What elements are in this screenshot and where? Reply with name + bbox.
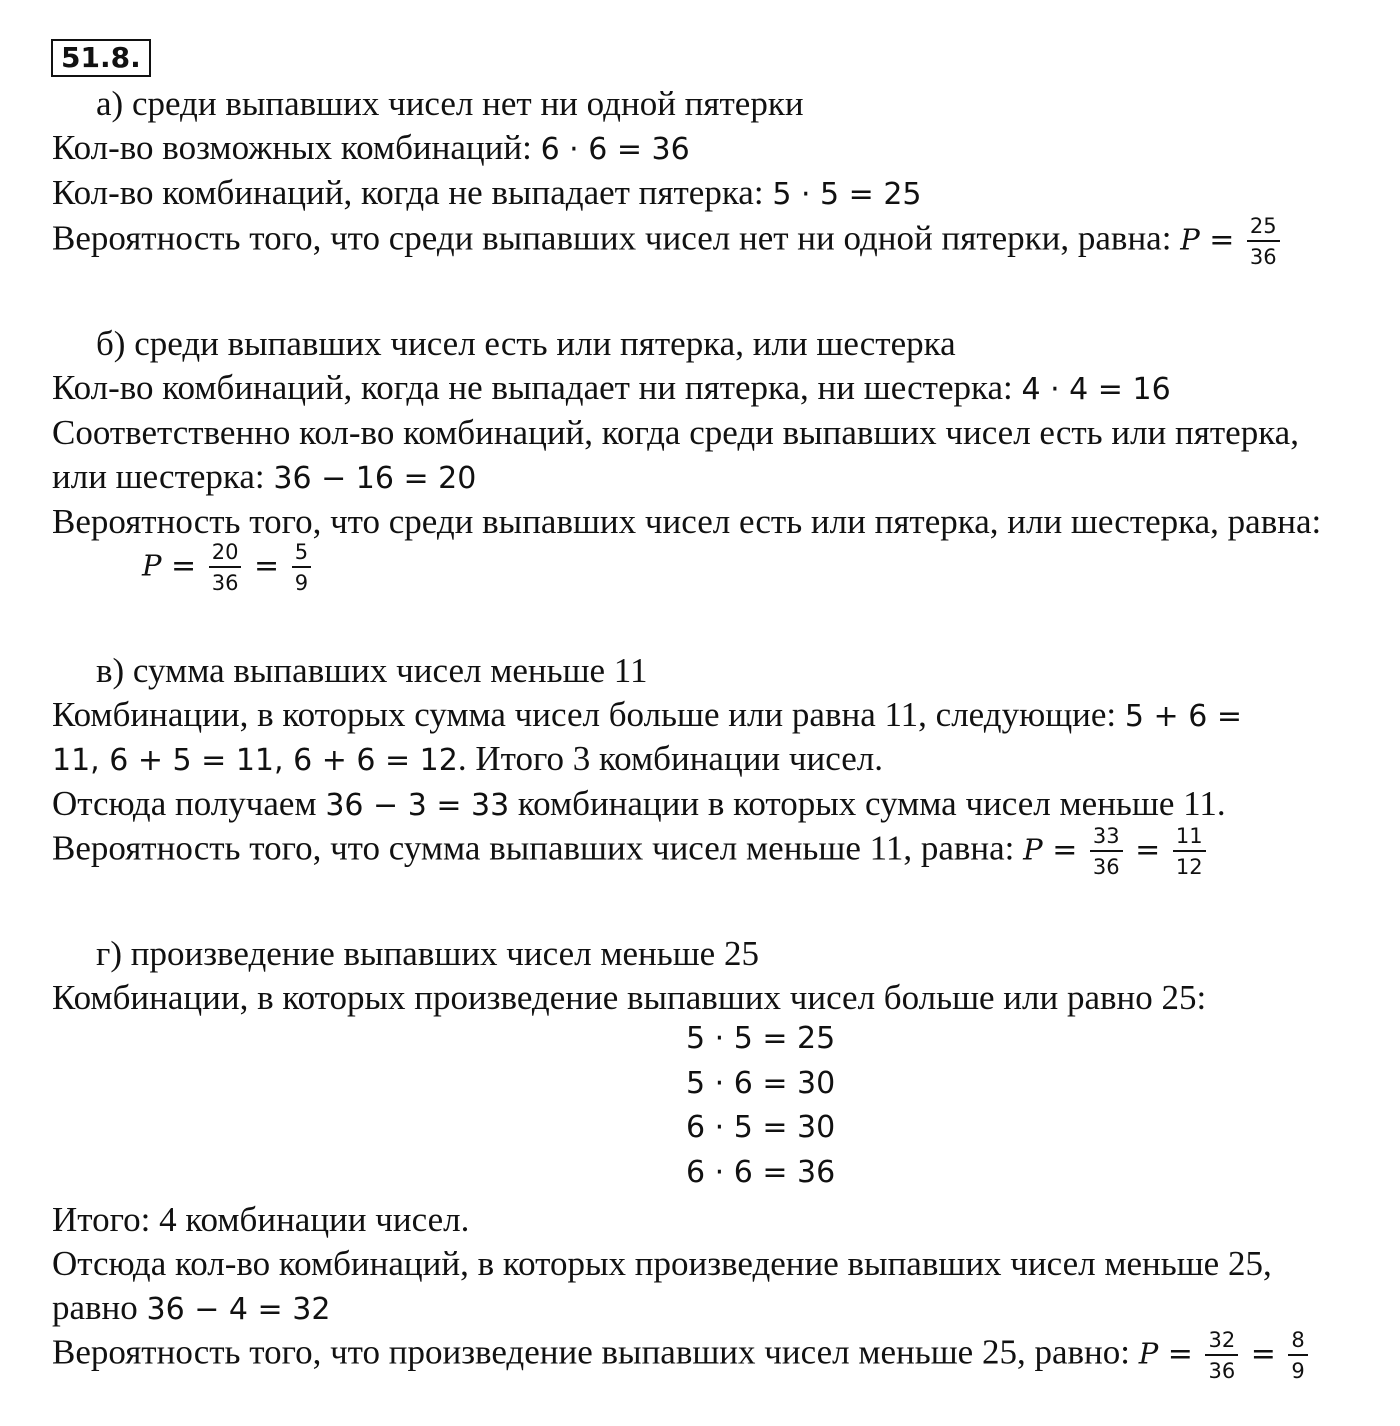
denominator: 36 bbox=[1249, 245, 1277, 270]
part-d-heading: г) произведение выпавших чисел меньше 25 bbox=[96, 934, 759, 973]
text: комбинации в которых сумма чисел меньше 11. bbox=[509, 784, 1226, 823]
product-2: 5 · 6 = 30 bbox=[686, 1066, 836, 1101]
part-c-line-1 bbox=[52, 697, 1242, 732]
math: 11, 6 + 5 = 11, 6 + 6 = 12 bbox=[52, 743, 458, 778]
text: Вероятность того, что сумма выпавших чисел меньше 11, равна: bbox=[52, 828, 1024, 868]
part-b-line-1 bbox=[52, 370, 1171, 405]
text: Вероятность того, что произведение выпавших чисел меньше 25, равно: bbox=[52, 1332, 1139, 1372]
problem-number: 51.8. bbox=[51, 39, 151, 77]
fraction bbox=[1090, 824, 1123, 879]
math-eq: = bbox=[1125, 832, 1170, 868]
text: . Итого 3 комбинации чисел. bbox=[457, 739, 883, 778]
product-4: 6 · 6 = 36 bbox=[686, 1155, 836, 1190]
numerator: 11 bbox=[1173, 824, 1206, 852]
fraction bbox=[1205, 1328, 1238, 1383]
text: Отсюда получаем bbox=[52, 784, 326, 823]
part-d-line-3: Отсюда кол-во комбинаций, в которых произведение выпавших чисел меньше 25, bbox=[52, 1244, 1272, 1283]
text: Кол-во комбинаций, когда не выпадает пятерка: bbox=[52, 173, 773, 212]
denominator: 9 bbox=[1291, 1359, 1305, 1384]
denominator: 36 bbox=[211, 571, 239, 596]
part-b-line-3 bbox=[52, 459, 476, 494]
text: равно bbox=[52, 1288, 147, 1327]
part-a-line-3 bbox=[52, 214, 1283, 269]
denominator: 12 bbox=[1175, 855, 1203, 880]
math-p: P bbox=[142, 548, 162, 583]
math-p: P bbox=[1180, 222, 1200, 257]
math-p: P bbox=[1023, 832, 1043, 867]
math: 36 − 4 = 32 bbox=[146, 1292, 331, 1327]
text: Кол-во комбинаций, когда не выпадает ни пятерка, ни шестерка: bbox=[52, 368, 1022, 407]
math: 36 − 3 = 33 bbox=[325, 788, 510, 823]
part-a-line-1 bbox=[52, 130, 690, 165]
denominator: 9 bbox=[294, 571, 309, 596]
numerator: 32 bbox=[1205, 1328, 1238, 1356]
fraction bbox=[1288, 1328, 1307, 1383]
math: 5 · 5 = 25 bbox=[772, 177, 922, 212]
math: 5 + 6 = bbox=[1124, 699, 1242, 734]
math-eq: = bbox=[1241, 1336, 1286, 1372]
denominator: 36 bbox=[1208, 1359, 1236, 1384]
part-c-heading: в) сумма выпавших чисел меньше 11 bbox=[96, 651, 648, 690]
part-d-line-4 bbox=[52, 1290, 330, 1325]
math-p: P bbox=[1138, 1336, 1159, 1371]
fraction bbox=[209, 540, 242, 595]
math-eq: = bbox=[161, 548, 206, 584]
numerator: 20 bbox=[209, 540, 242, 568]
part-c-line-2 bbox=[52, 741, 883, 776]
fraction bbox=[1247, 214, 1280, 269]
product-1: 5 · 5 = 25 bbox=[686, 1021, 836, 1056]
part-a-heading: а) среди выпавших чисел нет ни одной пятерки bbox=[96, 84, 804, 123]
math-eq: = bbox=[1158, 1336, 1203, 1372]
math-eq: = bbox=[1199, 222, 1244, 258]
text: Комбинации, в которых сумма чисел больше или равна 11, следующие: bbox=[52, 695, 1125, 734]
numerator: 5 bbox=[292, 540, 311, 568]
part-b-line-2: Соответственно кол-во комбинаций, когда среди выпавших чисел есть или пятерка, bbox=[52, 413, 1299, 452]
numerator: 33 bbox=[1090, 824, 1123, 852]
math: 36 − 16 = 20 bbox=[273, 461, 477, 496]
math-eq: = bbox=[244, 548, 289, 584]
text: Вероятность того, что среди выпавших чисел нет ни одной пятерки, равна: bbox=[52, 218, 1181, 258]
math-eq: = bbox=[1042, 832, 1087, 868]
part-d-line-5 bbox=[52, 1328, 1311, 1383]
math: 6 · 6 = 36 bbox=[540, 132, 690, 167]
fraction bbox=[292, 540, 311, 595]
part-a-line-2 bbox=[52, 175, 922, 210]
part-b-heading: б) среди выпавших чисел есть или пятерка, или шестерка bbox=[96, 324, 956, 363]
part-d-line-1: Комбинации, в которых произведение выпавших чисел больше или равно 25: bbox=[52, 978, 1207, 1017]
part-d-line-2: Итого: 4 комбинации чисел. bbox=[52, 1200, 470, 1239]
numerator: 8 bbox=[1288, 1328, 1307, 1356]
math: 4 · 4 = 16 bbox=[1021, 372, 1171, 407]
fraction bbox=[1173, 824, 1206, 879]
part-c-line-3 bbox=[52, 786, 1226, 821]
numerator: 25 bbox=[1247, 214, 1280, 242]
denominator: 36 bbox=[1092, 855, 1120, 880]
part-c-line-4 bbox=[52, 824, 1209, 879]
text: Кол-во возможных комбинаций: bbox=[52, 128, 541, 167]
part-b-line-4: Вероятность того, что среди выпавших чисел есть или пятерка, или шестерка, равна: bbox=[52, 502, 1322, 541]
product-3: 6 · 5 = 30 bbox=[686, 1110, 836, 1145]
text: или шестерка: bbox=[52, 457, 274, 496]
part-b-probability bbox=[142, 540, 314, 595]
